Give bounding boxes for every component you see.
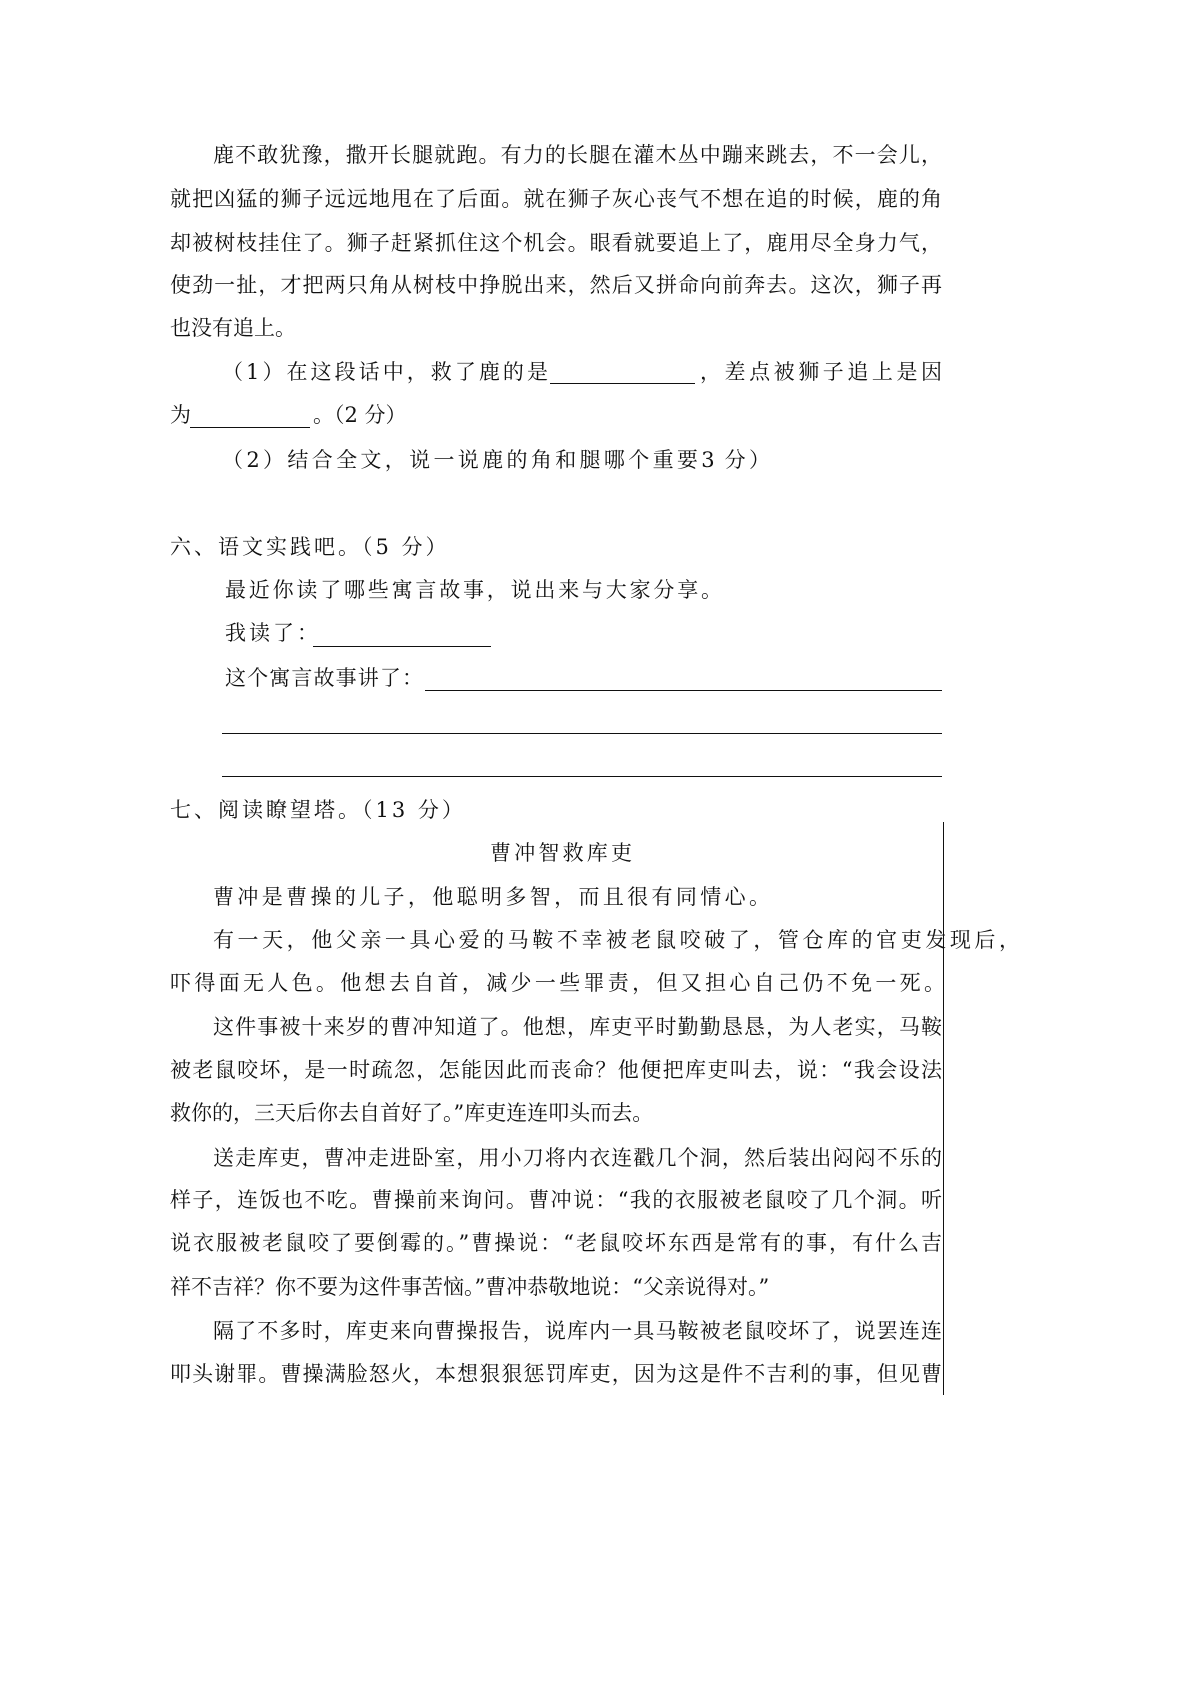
answer-blank [425, 690, 942, 691]
story-line: 祥不吉祥？你不要为这件事苦恼。”曹冲恭敬地说：“父亲说得对。” [170, 1275, 770, 1299]
story-line: 说衣服被老鼠咬了要倒霉的。”曹操说：“老鼠咬坏东西是常有的事，有什么吉 [170, 1231, 942, 1255]
section-6-heading: 六、语文实践吧。（5 分） [170, 535, 450, 559]
story-line: 叩头谢罪。曹操满脸怒火，本想狠狠惩罚库吏，因为这是件不吉利的事，但见曹 [170, 1362, 942, 1386]
story-line: 被老鼠咬坏，是一时疏忽，怎能因此而丧命？他便把库吏叫去，说：“我会设法 [170, 1058, 942, 1082]
question-1-points: 。（2 分） [313, 403, 407, 427]
story-line: 救你的，三天后你去自首好了。”库吏连连叩头而去。 [170, 1101, 654, 1125]
answer-line [222, 776, 942, 777]
passage-line: 就把凶猛的狮子远远地甩在了后面。就在狮子灰心丧气不想在追的时候，鹿的角 [170, 187, 942, 211]
passage-title: 曹冲智救库吏 [490, 841, 632, 865]
story-label: 这个寓言故事讲了： [225, 666, 423, 690]
story-line: 有一天，他父亲一具心爱的马鞍不幸被老鼠咬破了，管仓库的官吏发现后， [213, 928, 1020, 952]
question-1-text: 为 [170, 403, 191, 427]
margin-rule [943, 822, 944, 1395]
passage-line: 使劲一扯，才把两只角从树枝中挣脱出来，然后又拼命向前奔去。这次，狮子再 [170, 273, 942, 297]
question-1-text: （1）在这段话中，救了鹿的是 [222, 360, 548, 384]
story-line: 送走库吏，曹冲走进卧室，用小刀将内衣连戳几个洞，然后装出闷闷不乐的 [213, 1146, 942, 1170]
story-line: 这件事被十来岁的曹冲知道了。他想，库吏平时勤勤恳恳，为人老实，马鞍 [213, 1015, 942, 1039]
passage-line: 也没有追上。 [170, 316, 296, 340]
section-6-prompt: 最近你读了哪些寓言故事，说出来与大家分享。 [225, 578, 722, 602]
answer-blank [550, 383, 695, 384]
read-label: 我读了： [225, 621, 321, 645]
answer-line [222, 733, 942, 734]
answer-blank [313, 646, 491, 647]
story-line: 隔了不多时，库吏来向曹操报告，说库内一具马鞍被老鼠咬坏了，说罢连连 [213, 1319, 942, 1343]
story-line: 曹冲是曹操的儿子，他聪明多智，而且很有同情心。 [213, 885, 770, 909]
question-1-text: ，差点被狮子追上是因 [700, 360, 942, 384]
passage-line: 鹿不敢犹豫，撒开长腿就跑。有力的长腿在灌木丛中蹦来跳去，不一会儿， [213, 143, 942, 167]
passage-line: 却被树枝挂住了。狮子赶紧抓住这个机会。眼看就要追上了，鹿用尽全身力气， [170, 231, 942, 255]
section-7-heading: 七、阅读瞭望塔。（13 分） [170, 798, 466, 822]
question-2-text: （2）结合全文，说一说鹿的角和腿哪个重要3 分） [222, 448, 770, 472]
answer-blank [190, 427, 310, 428]
story-line: 样子，连饭也不吃。曹操前来询问。曹冲说：“我的衣服被老鼠咬了几个洞。听 [170, 1188, 942, 1212]
story-line: 吓得面无人色。他想去自首，减少一些罪责，但又担心自己仍不免一死。 [170, 971, 945, 995]
